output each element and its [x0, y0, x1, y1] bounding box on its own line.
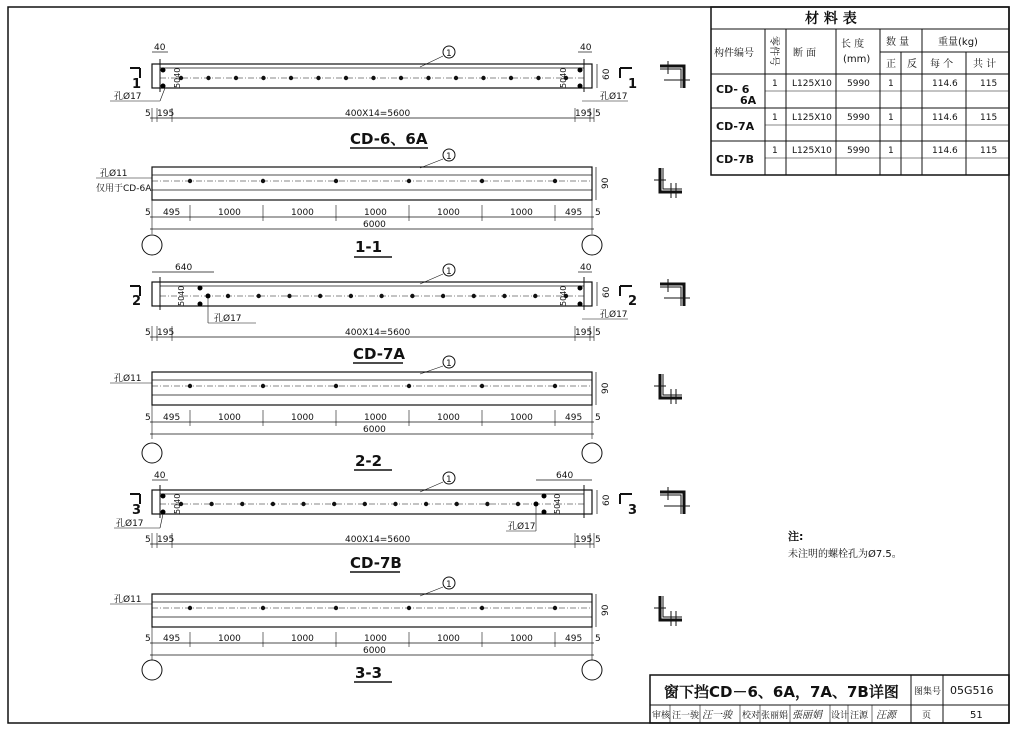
svg-text:(mm): (mm) [843, 54, 871, 65]
bolt-hole [424, 502, 428, 506]
review-signature: 汪一骏 [702, 710, 732, 721]
angle-section-icon [654, 168, 682, 198]
bolt-hole [407, 606, 411, 610]
svg-text:195: 195 [157, 535, 175, 545]
svg-text:审核: 审核 [652, 711, 671, 721]
svg-text:1000: 1000 [364, 413, 387, 423]
svg-text:1: 1 [446, 580, 452, 590]
bolt-hole [553, 179, 557, 183]
svg-text:断 面: 断 面 [793, 48, 817, 59]
bolt-hole [371, 76, 375, 80]
svg-text:495: 495 [565, 413, 583, 423]
svg-text:汪源: 汪源 [850, 711, 869, 721]
svg-text:页: 页 [922, 711, 932, 721]
bolt-hole [334, 384, 338, 388]
bolt-hole [271, 502, 275, 506]
bolt-hole [188, 179, 192, 183]
svg-text:1000: 1000 [364, 634, 387, 644]
svg-text:1000: 1000 [291, 208, 314, 218]
dim-90: 90 [601, 177, 611, 189]
svg-text:1: 1 [772, 146, 778, 156]
bolt-hole [257, 294, 261, 298]
angle-section-icon [654, 374, 682, 404]
svg-text:1000: 1000 [437, 208, 460, 218]
svg-text:1000: 1000 [510, 413, 533, 423]
angle-section-icon [660, 279, 690, 306]
svg-text:3: 3 [132, 503, 142, 518]
bolt-hole [553, 606, 557, 610]
svg-text:495: 495 [163, 208, 181, 218]
bolt-hole [407, 384, 411, 388]
svg-text:5: 5 [595, 413, 601, 423]
hole-row [179, 76, 568, 80]
table-row [716, 146, 997, 166]
svg-text:5: 5 [595, 208, 601, 218]
svg-text:构件编号: 构件编号 [714, 48, 754, 59]
dim-640: 640 [556, 471, 574, 481]
note-only-6a: 仅用于CD-6A [96, 184, 152, 194]
bolt-hole [480, 179, 484, 183]
hole-label-left: 孔Ø17 [114, 92, 142, 102]
svg-text:5: 5 [595, 109, 601, 119]
section-mark-left: 1 [132, 77, 142, 92]
bolt-hole [480, 606, 484, 610]
hole-label: 孔Ø11 [100, 169, 128, 179]
svg-text:5: 5 [145, 634, 151, 644]
svg-text:1: 1 [888, 146, 894, 156]
svg-text:2: 2 [628, 294, 638, 309]
svg-text:1: 1 [772, 79, 778, 89]
bolt-hole [334, 179, 338, 183]
svg-text:6000: 6000 [363, 646, 386, 656]
svg-text:设计: 设计 [831, 711, 850, 721]
check-signature: 張丽娟 [792, 710, 822, 721]
svg-text:40: 40 [580, 263, 592, 273]
svg-text:90: 90 [601, 604, 611, 616]
axis-bubble-left [142, 235, 162, 255]
svg-text:长 度: 长 度 [841, 39, 865, 50]
bolt-hole [188, 606, 192, 610]
svg-text:115: 115 [980, 79, 998, 89]
note-title: 注: [788, 530, 804, 543]
bolt-hole [344, 76, 348, 80]
svg-text:2: 2 [132, 294, 142, 309]
svg-text:1: 1 [446, 152, 452, 162]
bolt-hole [261, 76, 265, 80]
dim-5040-left: 5040 [173, 67, 182, 88]
svg-text:孔Ø11: 孔Ø11 [114, 595, 142, 605]
dim-40-left: 40 [154, 43, 166, 53]
bolt-hole [318, 294, 322, 298]
svg-text:1: 1 [446, 359, 452, 369]
bolt-hole [334, 606, 338, 610]
svg-text:零件号: 零件号 [768, 36, 779, 66]
bolt-hole [261, 384, 265, 388]
svg-text:5990: 5990 [847, 113, 870, 123]
table-row [716, 79, 997, 107]
svg-text:5: 5 [595, 634, 601, 644]
svg-text:195: 195 [575, 109, 593, 119]
svg-text:1000: 1000 [510, 208, 533, 218]
bolt-hole [485, 502, 489, 506]
svg-text:495: 495 [163, 413, 181, 423]
page-number: 51 [970, 710, 983, 721]
svg-text:1000: 1000 [364, 208, 387, 218]
svg-text:1: 1 [888, 79, 894, 89]
svg-text:1: 1 [446, 475, 452, 485]
svg-text:5040: 5040 [173, 493, 182, 514]
svg-text:6A: 6A [740, 94, 757, 107]
bolt-hole [407, 179, 411, 183]
atlas-number: 05G516 [950, 684, 994, 697]
drawing-title: 窗下挡CD－6、6A，7A、7B详图 [664, 683, 899, 701]
svg-text:CD-7A: CD-7A [716, 120, 755, 133]
hole-end [161, 68, 166, 73]
bolt-hole [332, 502, 336, 506]
svg-text:195: 195 [575, 328, 593, 338]
bolt-hole [481, 76, 485, 80]
svg-text:孔Ø17: 孔Ø17 [508, 522, 536, 532]
svg-text:1000: 1000 [291, 634, 314, 644]
view-section-2-2 [110, 356, 682, 470]
bolt-hole [234, 76, 238, 80]
bolt-hole [410, 294, 414, 298]
svg-text:共 计: 共 计 [973, 59, 997, 70]
svg-text:1000: 1000 [218, 208, 241, 218]
angle-section-icon [654, 596, 682, 626]
dim-6000: 6000 [363, 220, 386, 230]
bolt-hole [509, 76, 513, 80]
svg-text:195: 195 [575, 535, 593, 545]
svg-text:90: 90 [601, 382, 611, 394]
view-cd6 [110, 43, 690, 148]
hole-end [578, 68, 583, 73]
note-block [788, 529, 902, 560]
view-section-1-1 [96, 149, 682, 257]
svg-text:495: 495 [565, 208, 583, 218]
angle-section-icon [660, 487, 690, 514]
bolt-hole [363, 502, 367, 506]
svg-text:5990: 5990 [847, 146, 870, 156]
view-title: 3-3 [355, 664, 383, 682]
bolt-hole [472, 294, 476, 298]
bolt-hole [287, 294, 291, 298]
bolt-hole [379, 294, 383, 298]
svg-text:5: 5 [145, 413, 151, 423]
bolt-hole [399, 76, 403, 80]
axis-bubble-right [582, 235, 602, 255]
svg-text:5: 5 [145, 109, 151, 119]
svg-text:60: 60 [602, 494, 612, 506]
view-section-3-3 [110, 577, 682, 682]
bolt-hole [226, 294, 230, 298]
svg-text:孔Ø17: 孔Ø17 [116, 519, 144, 529]
hole-label-right: 孔Ø17 [600, 92, 628, 102]
svg-text:5040: 5040 [559, 285, 568, 306]
svg-text:400X14=5600: 400X14=5600 [345, 328, 411, 338]
svg-text:张丽娟: 张丽娟 [761, 711, 789, 721]
svg-text:40: 40 [154, 471, 166, 481]
bolt-hole [516, 502, 520, 506]
svg-text:400X14=5600: 400X14=5600 [345, 535, 411, 545]
bolt-hole [209, 502, 213, 506]
view-title: CD-6、6A [350, 130, 428, 148]
svg-text:CD- 6: CD- 6 [716, 83, 750, 96]
svg-text:1000: 1000 [510, 634, 533, 644]
svg-text:重量(kg): 重量(kg) [938, 37, 978, 48]
svg-text:L125X10: L125X10 [792, 146, 832, 156]
svg-text:图集号: 图集号 [914, 687, 942, 697]
svg-text:汪一骏: 汪一骏 [672, 711, 700, 721]
bolt-hole [349, 294, 353, 298]
svg-text:1: 1 [446, 267, 452, 277]
svg-text:CD-7B: CD-7B [716, 153, 755, 166]
title-block [650, 675, 1009, 723]
svg-text:5040: 5040 [177, 285, 186, 306]
svg-text:数 量: 数 量 [886, 37, 910, 48]
svg-text:114.6: 114.6 [932, 113, 958, 123]
hole-label-left: 孔Ø17 [214, 314, 242, 324]
bolt-hole [261, 606, 265, 610]
view-title: CD-7A [353, 345, 406, 363]
svg-text:校对: 校对 [742, 711, 761, 721]
table-row [716, 113, 997, 133]
bolt-hole [316, 76, 320, 80]
dim-40-right: 40 [580, 43, 592, 53]
svg-text:195: 195 [157, 109, 175, 119]
svg-text:495: 495 [565, 634, 583, 644]
bolt-hole [454, 76, 458, 80]
svg-text:1: 1 [446, 49, 452, 59]
bolt-hole [206, 76, 210, 80]
view-cd7a [130, 263, 690, 363]
svg-text:60: 60 [602, 286, 612, 298]
bolt-hole [261, 179, 265, 183]
table-title: 材 料 表 [805, 11, 857, 27]
material-table [711, 7, 1009, 175]
svg-text:114.6: 114.6 [932, 79, 958, 89]
dim-60: 60 [602, 68, 612, 80]
bolt-hole [553, 384, 557, 388]
design-signature: 汪源 [876, 710, 896, 721]
svg-text:L125X10: L125X10 [792, 79, 832, 89]
svg-text:1: 1 [772, 113, 778, 123]
angle-section-icon [660, 61, 690, 88]
svg-text:每 个: 每 个 [930, 59, 954, 70]
svg-text:1000: 1000 [437, 634, 460, 644]
svg-text:1000: 1000 [218, 634, 241, 644]
svg-text:5: 5 [145, 328, 151, 338]
svg-text:5990: 5990 [847, 79, 870, 89]
svg-text:495: 495 [163, 634, 181, 644]
svg-text:L125X10: L125X10 [792, 113, 832, 123]
bolt-hole [480, 384, 484, 388]
svg-text:1000: 1000 [291, 413, 314, 423]
view-title: 1-1 [355, 238, 383, 256]
svg-text:5: 5 [595, 535, 601, 545]
svg-text:3: 3 [628, 503, 638, 518]
dim-640: 640 [175, 263, 193, 273]
svg-text:正: 正 [886, 59, 896, 70]
svg-text:5040: 5040 [553, 493, 562, 514]
view-title: CD-7B [350, 554, 402, 572]
dim-span: 400X14=5600 [345, 109, 411, 119]
svg-text:1000: 1000 [437, 413, 460, 423]
bolt-hole [536, 76, 540, 80]
hole-label-right: 孔Ø17 [600, 310, 628, 320]
note-text: 未注明的螺栓孔为Ø7.5。 [788, 549, 902, 560]
svg-text:反: 反 [907, 59, 917, 70]
bolt-hole [188, 384, 192, 388]
svg-text:5: 5 [595, 328, 601, 338]
svg-text:孔Ø11: 孔Ø11 [114, 374, 142, 384]
bolt-hole [393, 502, 397, 506]
bolt-hole [301, 502, 305, 506]
bolt-hole [502, 294, 506, 298]
svg-text:1: 1 [888, 113, 894, 123]
svg-text:195: 195 [157, 328, 175, 338]
view-title: 2-2 [355, 452, 383, 470]
section-mark-right: 1 [628, 77, 638, 92]
bolt-hole [441, 294, 445, 298]
bolt-hole [533, 294, 537, 298]
bolt-hole [289, 76, 293, 80]
view-cd7b [114, 471, 690, 572]
svg-text:5: 5 [145, 535, 151, 545]
dim-5040-right: 5040 [559, 67, 568, 88]
svg-text:115: 115 [980, 113, 998, 123]
bolt-hole [455, 502, 459, 506]
svg-text:1000: 1000 [218, 413, 241, 423]
svg-text:114.6: 114.6 [932, 146, 958, 156]
svg-text:6000: 6000 [363, 425, 386, 435]
svg-text:115: 115 [980, 146, 998, 156]
bolt-hole [426, 76, 430, 80]
svg-text:5: 5 [145, 208, 151, 218]
bolt-hole [240, 502, 244, 506]
